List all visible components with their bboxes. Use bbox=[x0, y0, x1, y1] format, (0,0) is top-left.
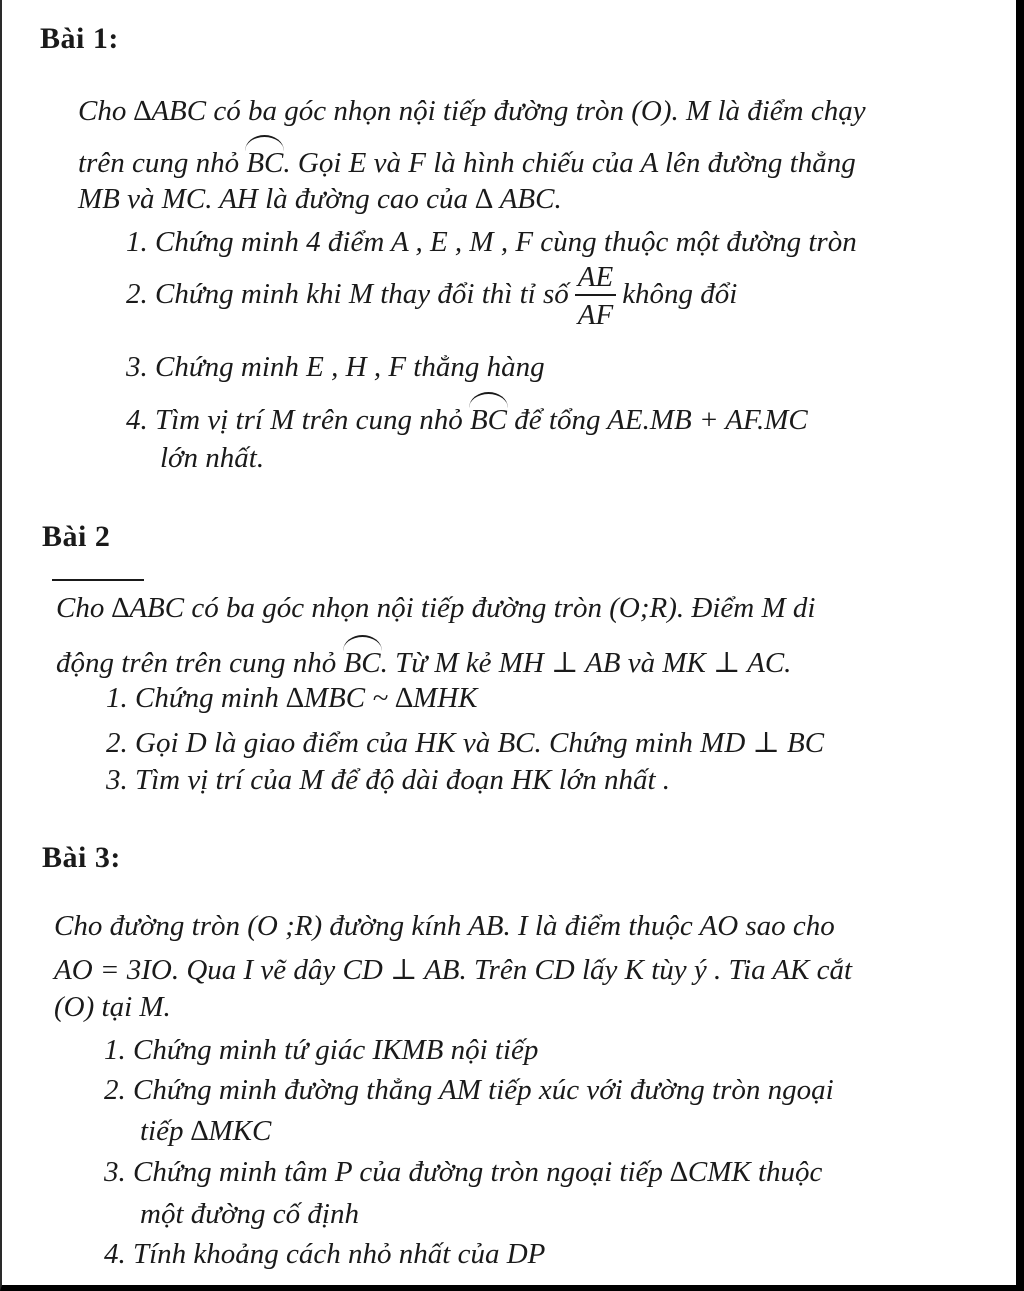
bai2-intro-line-1: Cho ∆ABC có ba góc nhọn nội tiếp đường tròn (O;R). Điểm M di bbox=[56, 592, 816, 624]
arc-bc-notation: BC bbox=[246, 141, 283, 180]
bai3-item-3: 3. Chứng minh tâm P của đường tròn ngoại tiếp ∆CMK thuộc bbox=[104, 1156, 823, 1188]
bai1-heading: Bài 1: bbox=[40, 22, 119, 55]
bai3-heading: Bài 3: bbox=[42, 841, 121, 874]
bai2-item-3: 3. Tìm vị trí của M để độ dài đoạn HK lớn nhất . bbox=[106, 764, 671, 796]
bai3-item-2: 2. Chứng minh đường thẳng AM tiếp xúc với đường tròn ngoại bbox=[104, 1074, 834, 1106]
bai2-heading: Bài 2 bbox=[42, 520, 111, 553]
bai1-item-4-after: để tổng AE.MB + AF.MC bbox=[507, 404, 808, 436]
fraction-numerator: AE bbox=[575, 262, 616, 296]
bai2-intro-line-2 bbox=[56, 641, 791, 680]
bai3-item-1: 1. Chứng minh tứ giác IKMB nội tiếp bbox=[104, 1034, 539, 1066]
bai1-item-4-before: 4. Tìm vị trí M trên cung nhỏ bbox=[126, 404, 470, 436]
bai1-intro-line-2-before: trên cung nhỏ bbox=[78, 147, 247, 179]
bai2-intro-line-2-before: động trên trên cung nhỏ bbox=[56, 647, 344, 679]
bai1-item-2-after: không đổi bbox=[622, 278, 738, 311]
bai1-intro-line-3: MB và MC. AH là đường cao của ∆ ABC. bbox=[78, 183, 562, 215]
bai3-intro-line-3: (O) tại M. bbox=[54, 991, 171, 1023]
bai1-item-2-before: 2. Chứng minh khi M thay đổi thì tỉ số bbox=[126, 278, 569, 311]
bai1-item-3: 3. Chứng minh E , H , F thẳng hàng bbox=[126, 351, 545, 383]
bai3-intro-line-1: Cho đường tròn (O ;R) đường kính AB. I là điểm thuộc AO sao cho bbox=[54, 910, 835, 942]
fraction-ae-af bbox=[575, 262, 616, 331]
fraction-denominator: AF bbox=[577, 299, 614, 332]
divider-rule bbox=[52, 579, 144, 581]
bai3-intro-line-2: AO = 3IO. Qua I vẽ dây CD ⊥ AB. Trên CD lấy K tùy ý . Tia AK cắt bbox=[54, 954, 853, 986]
bai2-item-1: 1. Chứng minh ∆MBC ~ ∆MHK bbox=[106, 682, 478, 714]
bai3-item-4: 4. Tính khoảng cách nhỏ nhất của DP bbox=[104, 1238, 546, 1270]
arc-bc-notation: BC bbox=[344, 641, 381, 680]
arc-bc-notation: BC bbox=[470, 398, 507, 437]
bai2-intro-line-2-after: . Từ M kẻ MH ⊥ AB và MK ⊥ AC. bbox=[380, 647, 792, 679]
bai1-intro-line-1: Cho ∆ABC có ba góc nhọn nội tiếp đường tròn (O). M là điểm chạy bbox=[78, 95, 866, 127]
bai1-intro-line-2-after: . Gọi E và F là hình chiếu của A lên đường thẳng bbox=[283, 147, 856, 179]
bai1-item-4 bbox=[126, 398, 808, 437]
bai3-item-3-continued: một đường cố định bbox=[140, 1198, 359, 1230]
bai2-item-2: 2. Gọi D là giao điểm của HK và BC. Chứng minh MD ⊥ BC bbox=[106, 727, 825, 759]
bai1-item-4-continued: lớn nhất. bbox=[160, 442, 265, 474]
bai1-item-1: 1. Chứng minh 4 điểm A , E , M , F cùng thuộc một đường tròn bbox=[126, 226, 857, 258]
bai1-intro-line-2 bbox=[78, 141, 856, 180]
bai3-item-2-continued: tiếp ∆MKC bbox=[140, 1115, 272, 1147]
bai1-item-2 bbox=[126, 262, 737, 331]
